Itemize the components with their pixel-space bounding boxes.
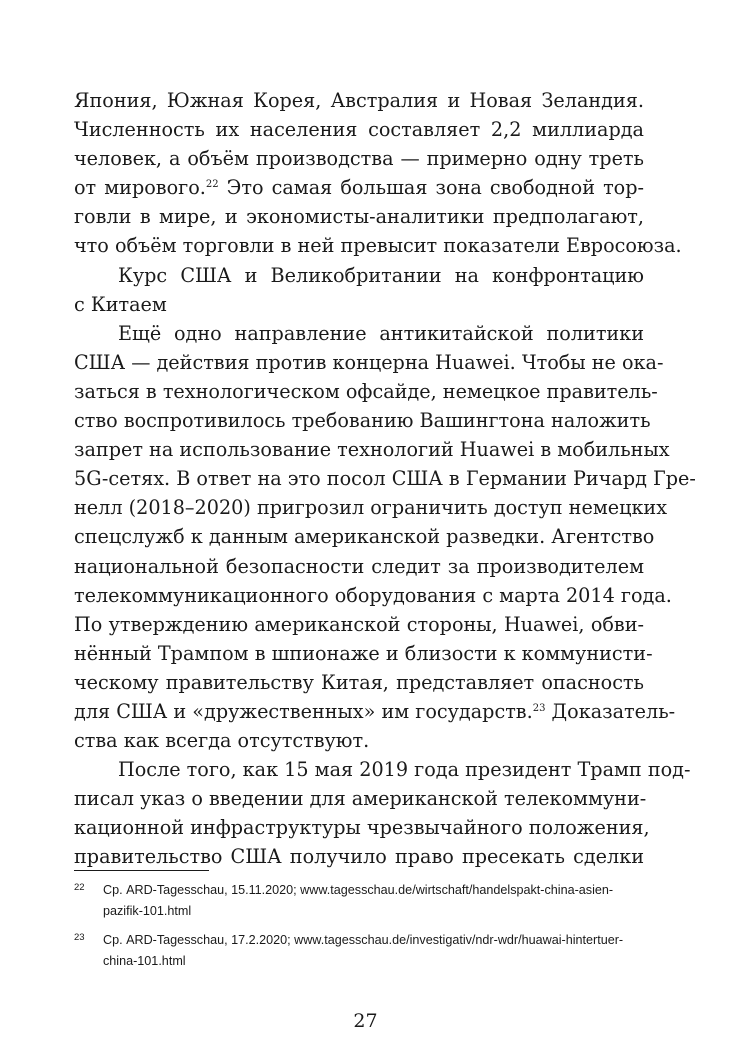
line-text: говли в мире, и экономисты-аналитики предполагают, bbox=[74, 205, 644, 229]
line-text: США — действия против концерна Huawei. Чтобы не ока- bbox=[74, 350, 664, 374]
line-text: нелл (2018–2020) пригрозил ограничить доступ немецких bbox=[74, 496, 668, 520]
text-line bbox=[74, 639, 653, 668]
line-text: для США и «дружественных» им государств. bbox=[74, 699, 533, 723]
text-line bbox=[74, 348, 664, 377]
text-line bbox=[74, 610, 644, 639]
footnote-line: Ср. ARD-Tagesschau, 17.2.2020; www.tagesschau.de/investigativ/ndr-wdr/huawai-hintertuer- bbox=[103, 933, 624, 947]
text-line bbox=[74, 261, 644, 290]
line-text: писал указ о введении для американской телекоммуни- bbox=[74, 787, 647, 811]
text-line bbox=[74, 173, 644, 202]
text-line bbox=[74, 86, 644, 115]
line-text: ство воспротивилось требованию Вашингтона наложить bbox=[74, 409, 651, 433]
line-text-continued: Доказатель- bbox=[545, 699, 676, 723]
footnote-23 bbox=[74, 930, 644, 972]
footnote-22 bbox=[74, 880, 644, 922]
footnote-text bbox=[103, 880, 644, 922]
line-text: заться в технологическом офсайде, немецкое правитель- bbox=[74, 379, 658, 403]
text-line bbox=[74, 784, 647, 813]
text-line bbox=[74, 726, 644, 755]
text-line bbox=[74, 813, 650, 842]
line-text: человек, а объём производства — примерно одну треть bbox=[74, 147, 644, 171]
text-line bbox=[74, 202, 644, 231]
line-text-continued: Это самая большая зона свободной тор- bbox=[218, 176, 645, 200]
line-text: Япония, Южная Корея, Австралия и Новая Зеландия. bbox=[74, 89, 644, 112]
footnote-reference[interactable]: 22 bbox=[205, 179, 219, 191]
line-text: кационной инфраструктуры чрезвычайного положения, bbox=[74, 816, 650, 840]
footnote-number: 22 bbox=[74, 882, 85, 893]
text-line bbox=[74, 552, 644, 581]
line-text: ческому правительству Китая, представляет опасность bbox=[74, 670, 644, 694]
line-text: телекоммуникационного оборудования с марта 2014 года. bbox=[74, 583, 672, 607]
text-line bbox=[74, 144, 644, 173]
footnote-line: china-101.html bbox=[103, 954, 186, 968]
text-line bbox=[74, 231, 682, 260]
line-text: с Китаем bbox=[74, 292, 167, 316]
footnote-number: 23 bbox=[74, 932, 85, 943]
line-text: ства как всегда отсутствуют. bbox=[74, 729, 370, 753]
line-text: По утверждению американской стороны, Huawei, обви- bbox=[74, 612, 644, 636]
line-text: После того, как 15 мая 2019 года президент Трамп под- bbox=[118, 758, 691, 782]
text-line bbox=[74, 668, 644, 697]
text-line bbox=[74, 290, 644, 319]
text-line bbox=[74, 581, 672, 610]
text-line bbox=[74, 406, 651, 435]
text-line bbox=[74, 377, 658, 406]
page-number: 27 bbox=[353, 1010, 378, 1032]
text-line bbox=[74, 319, 644, 348]
line-text: 5G-сетях. В ответ на это посол США в Германии Ричард Гре- bbox=[74, 467, 696, 491]
footnote-line: Ср. ARD-Tagesschau, 15.11.2020; www.tagesschau.de/wirtschaft/handelspakt-china-asien- bbox=[103, 883, 614, 897]
line-text: Ещё одно направление антикитайской политики bbox=[118, 321, 644, 345]
text-line bbox=[74, 842, 644, 871]
text-line bbox=[74, 522, 655, 551]
text-line bbox=[74, 493, 668, 522]
line-text: нённый Трампом в шпионаже и близости к коммунисти- bbox=[74, 641, 653, 665]
line-text: Курс США и Великобритании на конфронтацию bbox=[118, 263, 644, 287]
footnote-separator bbox=[74, 870, 209, 871]
line-text: запрет на использование технологий Huawei в мобильных bbox=[74, 438, 670, 462]
text-line bbox=[74, 697, 676, 726]
line-text: что объём торговли в ней превысит показатели Евросоюза. bbox=[74, 234, 682, 258]
text-line bbox=[74, 755, 691, 784]
text-line bbox=[74, 435, 670, 464]
text-line bbox=[74, 464, 696, 493]
line-text: национальной безопасности следит за производителем bbox=[74, 554, 644, 578]
body-text bbox=[74, 86, 696, 872]
footnote-text bbox=[103, 930, 644, 972]
line-text: Численность их населения составляет 2,2 миллиарда bbox=[74, 118, 644, 142]
line-text: спецслужб к данным американской разведки. Агентство bbox=[74, 525, 655, 549]
line-text: правительство США получило право пресекать сделки bbox=[74, 845, 644, 869]
footnote-reference[interactable]: 23 bbox=[532, 702, 546, 714]
footnote-line: pazifik-101.html bbox=[103, 904, 192, 918]
line-text: от мирового. bbox=[74, 176, 206, 200]
text-line bbox=[74, 115, 644, 144]
